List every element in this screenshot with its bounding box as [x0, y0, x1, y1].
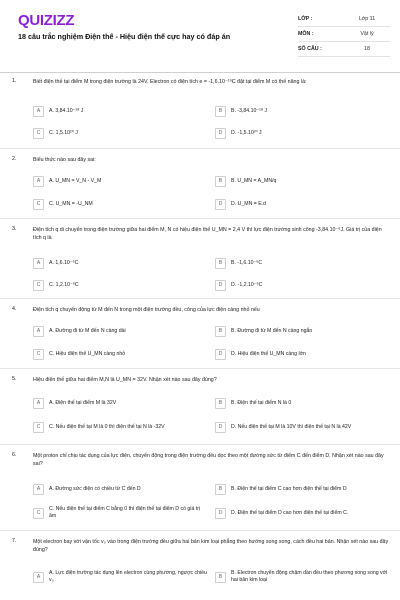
option-a[interactable] [33, 484, 141, 495]
option-text: D. -1,5.10²⁰ J [231, 130, 262, 136]
option-letter: B [215, 572, 226, 583]
meta-table [298, 12, 390, 57]
option-text: A. U_MN = V_N - V_M [49, 178, 102, 184]
option-text: A. 1,6.10⁻⁶C [49, 260, 79, 266]
option-text: D. -1,2.10⁻⁶C [231, 282, 263, 288]
question-text: Điện tích q di chuyển trong điện trường giữa hai điểm M, N có hiệu điện thế U_MN = 2,4 V thì lực điện trường sinh công -3,84.10⁻⁶J. Giá trị của điện tích q là [33, 227, 382, 241]
question-text: Hiệu điện thế giữa hai điểm M,N là U_MN = 32V. Nhận xét nào sau đây đúng? [33, 377, 217, 383]
question-divider [0, 218, 400, 219]
question-number: 2. [12, 156, 17, 162]
option-letter: B [215, 106, 226, 117]
option-text: C. 1,5.10²⁰ J [49, 130, 78, 136]
option-letter: D [215, 508, 226, 519]
question-number: 3. [12, 226, 17, 232]
option-text: A. Đường sức điện có chiều từ C đến D [49, 486, 141, 492]
meta-value: Vật lý [360, 31, 374, 37]
option-text: B. Điện thế tại điểm C cao hơn điện thế tại điểm D [231, 486, 347, 492]
option-a[interactable] [33, 106, 83, 117]
option-text: A. 3,84.10⁻¹⁸ J [49, 108, 84, 114]
question-number: 1. [12, 78, 17, 84]
option-letter: C [33, 199, 44, 210]
option-d[interactable] [215, 199, 266, 210]
option-text: C. Nếu điện thế tại điểm C bằng 0 thì điện thế tại điểm D có giá trị âm [49, 506, 201, 519]
option-letter: D [215, 349, 226, 360]
question-divider [0, 530, 400, 531]
question-text: Một proton chỉ chịu tác dụng của lực điện, chuyển động trong điện trường đều dọc theo một đường sức từ điểm C đến điểm D. Nhận xét nào sau đây sai? [33, 453, 384, 467]
option-letter: D [215, 422, 226, 433]
option-letter: A [33, 484, 44, 495]
question-text: Biết điện thế tại điểm M trong điện trường là 24V. Electron có điện tích e = -1,6.10⁻¹⁹C đặt tại điểm M có thế năng là: [33, 79, 307, 85]
option-b[interactable] [215, 176, 276, 187]
option-letter: D [215, 280, 226, 291]
option-letter: D [215, 128, 226, 139]
option-a[interactable] [33, 176, 101, 187]
option-text: D. Hiệu điện thế U_MN càng lớn [231, 351, 306, 357]
question-divider [0, 148, 400, 149]
option-text: C. 1,2.10⁻⁶C [49, 282, 79, 288]
option-letter: B [215, 484, 226, 495]
option-d[interactable] [215, 128, 262, 139]
question-text: Một electron bay với vận tốc v₀ vào trong điện trường đều giữa hai bản kim loại phẳng theo hướng song song, cách đều hai bản. Nhận xét nào sau đây đúng? [33, 539, 389, 553]
option-a[interactable] [33, 570, 208, 584]
option-text: A. Đường đi từ M đến N càng dài [49, 328, 126, 334]
option-text: B. Đường đi từ M đến N càng ngắn [231, 328, 313, 334]
question-number: 7. [12, 538, 17, 544]
option-a[interactable] [33, 326, 126, 337]
option-letter: A [33, 258, 44, 269]
option-letter: A [33, 572, 44, 583]
option-letter: B [215, 176, 226, 187]
option-letter: A [33, 326, 44, 337]
option-c[interactable] [33, 422, 208, 433]
option-b[interactable] [215, 258, 262, 269]
option-d[interactable] [215, 280, 262, 291]
option-b[interactable] [215, 484, 393, 495]
option-letter: B [215, 258, 226, 269]
option-d[interactable] [215, 508, 393, 519]
option-text: D. Nếu điện thế tại M là 10V thì điện thế tại N là 42V [231, 424, 352, 430]
meta-key: MÔN : [298, 31, 314, 37]
option-text: C. Hiệu điện thế U_MN càng nhỏ [49, 351, 126, 357]
option-a[interactable] [33, 258, 78, 269]
option-letter: D [215, 199, 226, 210]
option-b[interactable] [215, 398, 291, 409]
meta-key: LỚP : [298, 16, 313, 22]
brand-logo: QUIZIZZ [18, 12, 75, 29]
header [0, 0, 400, 62]
page-title: 18 câu trắc nghiệm Điện thế - Hiệu điện thế cực hay có đáp án [18, 32, 231, 41]
option-letter: C [33, 508, 44, 519]
option-text: C. Nếu điện thế tại M là 0 thì điện thế tại N là -32V [49, 424, 165, 430]
meta-key: SỐ CÂU : [298, 46, 322, 52]
option-c[interactable] [33, 349, 125, 360]
option-b[interactable] [215, 570, 393, 584]
question-text: Biểu thức nào sau đây sai: [33, 157, 96, 163]
meta-row-count [298, 42, 390, 57]
option-d[interactable] [215, 349, 306, 360]
option-letter: A [33, 398, 44, 409]
option-letter: C [33, 349, 44, 360]
option-letter: B [215, 398, 226, 409]
option-text: D. U_MN = E.d [231, 201, 267, 207]
option-b[interactable] [215, 106, 267, 117]
option-letter: B [215, 326, 226, 337]
option-text: A. Lực điện trường tác dụng lên electron cùng phương, ngược chiều v₀ [49, 570, 207, 583]
option-letter: A [33, 106, 44, 117]
meta-value: 18 [364, 46, 370, 52]
option-letter: C [33, 422, 44, 433]
meta-row-class [298, 12, 390, 27]
question-text: Điện tích q chuyển động từ M đến N trong một điện trường đều, công của lực điện càng nhỏ nếu [33, 307, 260, 313]
meta-value: Lớp 11 [358, 16, 376, 22]
option-letter: C [33, 128, 44, 139]
option-c[interactable] [33, 506, 208, 520]
question-number: 5. [12, 376, 17, 382]
option-d[interactable] [215, 422, 390, 433]
question-number: 6. [12, 452, 17, 458]
option-letter: C [33, 280, 44, 291]
option-text: A. Điện thế tại điểm M là 32V [49, 400, 117, 406]
header-divider [0, 72, 400, 73]
option-text: B. Electron chuyển động chậm dần đều theo phương song song với hai bản kim loại [231, 570, 388, 583]
option-text: B. U_MN = A_MN/q [231, 178, 277, 184]
question-divider [0, 368, 400, 369]
option-text: D. Điện thế tại điểm D cao hơn điện thế tại điểm C. [231, 510, 349, 516]
option-text: B. -3,84.10⁻¹⁸ J [231, 108, 268, 114]
question-divider [0, 444, 400, 445]
question-number: 4. [12, 306, 17, 312]
option-text: B. Điện thế tại điểm N là 0 [231, 400, 292, 406]
option-c[interactable] [33, 128, 78, 139]
question-divider [0, 298, 400, 299]
option-c[interactable] [33, 280, 79, 291]
option-c[interactable] [33, 199, 93, 210]
option-a[interactable] [33, 398, 116, 409]
option-letter: A [33, 176, 44, 187]
option-text: B. -1,6.10⁻⁶C [231, 260, 263, 266]
option-text: C. U_MN = -U_NM [49, 201, 93, 207]
option-b[interactable] [215, 326, 312, 337]
meta-row-subject [298, 27, 390, 42]
